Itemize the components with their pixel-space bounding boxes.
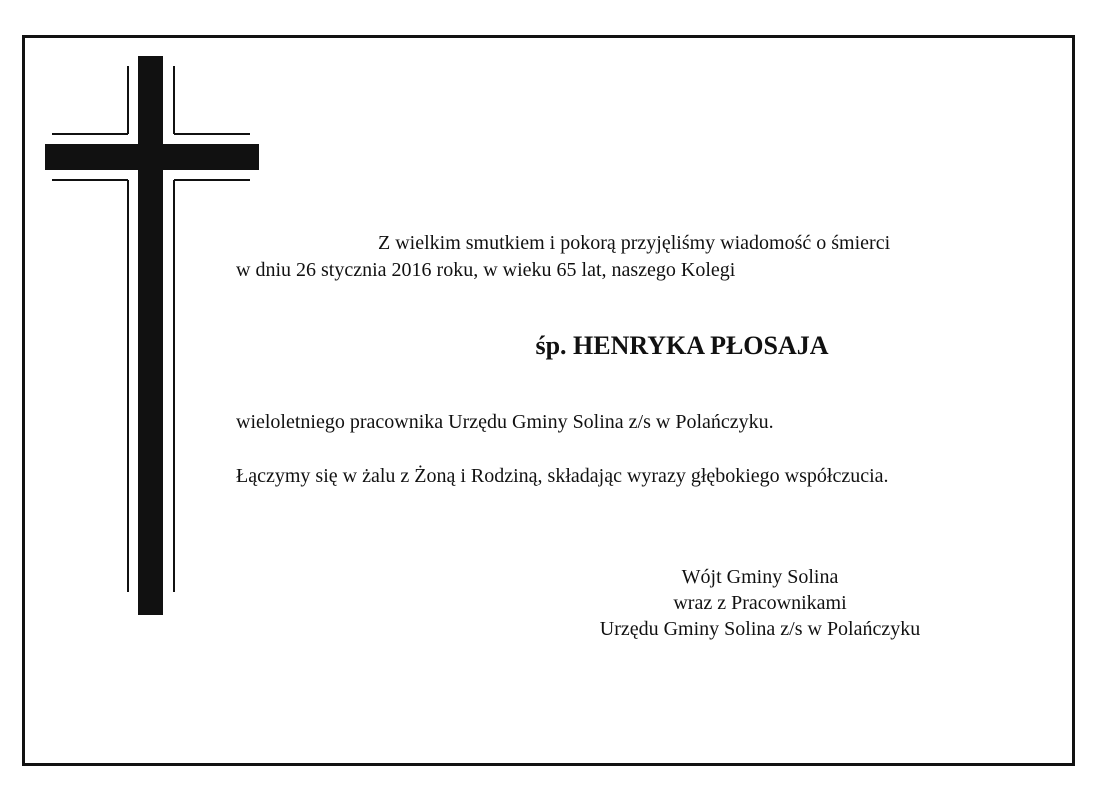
notice-intro-line-1: Z wielkim smutkiem i pokorą przyjęliśmy wiadomość o śmierci	[378, 232, 891, 254]
deceased-name-heading: śp. HENRYKA PŁOSAJA	[535, 331, 829, 360]
signature-line-3: Urzędu Gminy Solina z/s w Polańczyku	[599, 618, 921, 640]
notice-intro-line-2: w dniu 26 stycznia 2016 roku, w wieku 65 lat, naszego Kolegi	[236, 259, 736, 281]
signature-line-1: Wójt Gminy Solina	[681, 566, 839, 588]
notice-condolence-line: Łączymy się w żalu z Żoną i Rodziną, składając wyrazy głębokiego współczucia.	[236, 465, 889, 487]
signature-block	[560, 564, 960, 642]
signature-line-2: wraz z Pracownikami	[673, 592, 847, 614]
notice-role-line: wieloletniego pracownika Urzędu Gminy Solina z/s w Polańczyku.	[236, 411, 774, 433]
